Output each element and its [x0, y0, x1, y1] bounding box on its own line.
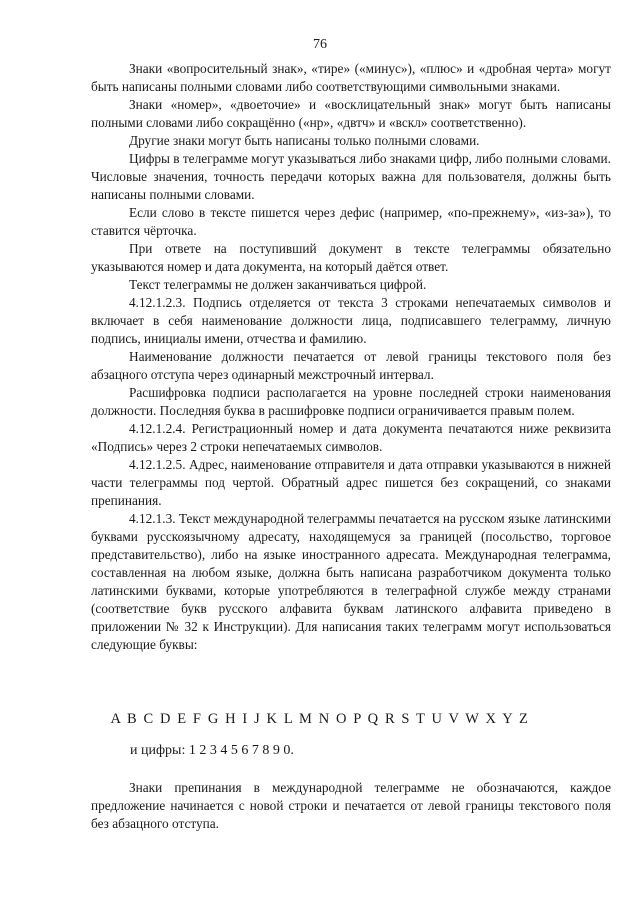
paragraph: 4.12.1.2.5. Адрес, наименование отправителя и дата отправки указываются в нижней части телеграммы под чертой. Обратный адрес пишется без сокращений, со знаками препинания. — [91, 457, 611, 508]
paragraph: 4.12.1.3. Текст международной телеграммы печатается на русском языке латинскими буквами русскоязычному адресату, находящемуся за границей (посольство, торговое представительство), либо на языке иностранного адресата. Международная телеграмма, составленная на любом языке, должна быть написана разработчиком документа только латинскими буквами, которые употребляются в телеграфной службе между странами (соответствие букв русского алфавита буквам латинского алфавита приведено в приложении № 32 к Инструкции). Для написания таких телеграмм могут использоваться следующие буквы: — [91, 511, 611, 652]
paragraph: Расшифровка подписи располагается на уровне последней строки наименования должности. Последняя буква в расшифровке подписи ограничивается правым полем. — [91, 385, 611, 418]
document-body — [91, 60, 611, 654]
paragraph: Наименование должности печатается от левой границы текстового поля без абзацного отступа через одинарный межстрочный интервал. — [91, 349, 611, 382]
latin-alphabet: A B C D E F G H I J K L M N O P Q R S T U V W X Y Z — [110, 711, 530, 727]
paragraph: Другие знаки могут быть написаны только полными словами. — [129, 133, 480, 148]
paragraph: Текст телеграммы не должен заканчиваться цифрой. — [129, 277, 427, 292]
paragraph: Цифры в телеграмме могут указываться либо знаками цифр, либо полными словами. Числовые значения, точность передачи которых важна для пользователя, должны быть написаны полными словами. — [91, 151, 611, 202]
paragraph: Знаки препинания в международной телеграмме не обозначаются, каждое предложение начинается с новой строки и печатается от левой границы текстового поля без абзацного отступа. — [91, 780, 611, 831]
paragraph: 4.12.1.2.4. Регистрационный номер и дата документа печатаются ниже реквизита «Подпись» через 2 строки непечатаемых символов. — [91, 421, 611, 454]
paragraph: 4.12.1.2.3. Подпись отделяется от текста 3 строками непечатаемых символов и включает в себя наименование должности лица, подписавшего телеграмму, личную подпись, инициалы имени, отчества и фамилию. — [91, 295, 611, 346]
closing-section — [91, 779, 611, 833]
digits-line: и цифры: 1 2 3 4 5 6 7 8 9 0. — [130, 743, 294, 758]
page-number: 76 — [313, 37, 327, 52]
paragraph: Если слово в тексте пишется через дефис (например, «по-прежнему», «из-за»), то ставится чёрточка. — [91, 205, 611, 238]
paragraph: Знаки «номер», «двоеточие» и «восклицательный знак» могут быть написаны полными словами либо сокращённо («нр», «двтч» и «вскл» соответственно). — [91, 97, 611, 130]
paragraph: При ответе на поступивший документ в тексте телеграммы обязательно указываются номер и дата документа, на который даётся ответ. — [91, 241, 611, 274]
paragraph: Знаки «вопросительный знак», «тире» («минус»), «плюс» и «дробная черта» могут быть написаны полными словами либо соответствующими символьными знаками. — [91, 61, 611, 94]
